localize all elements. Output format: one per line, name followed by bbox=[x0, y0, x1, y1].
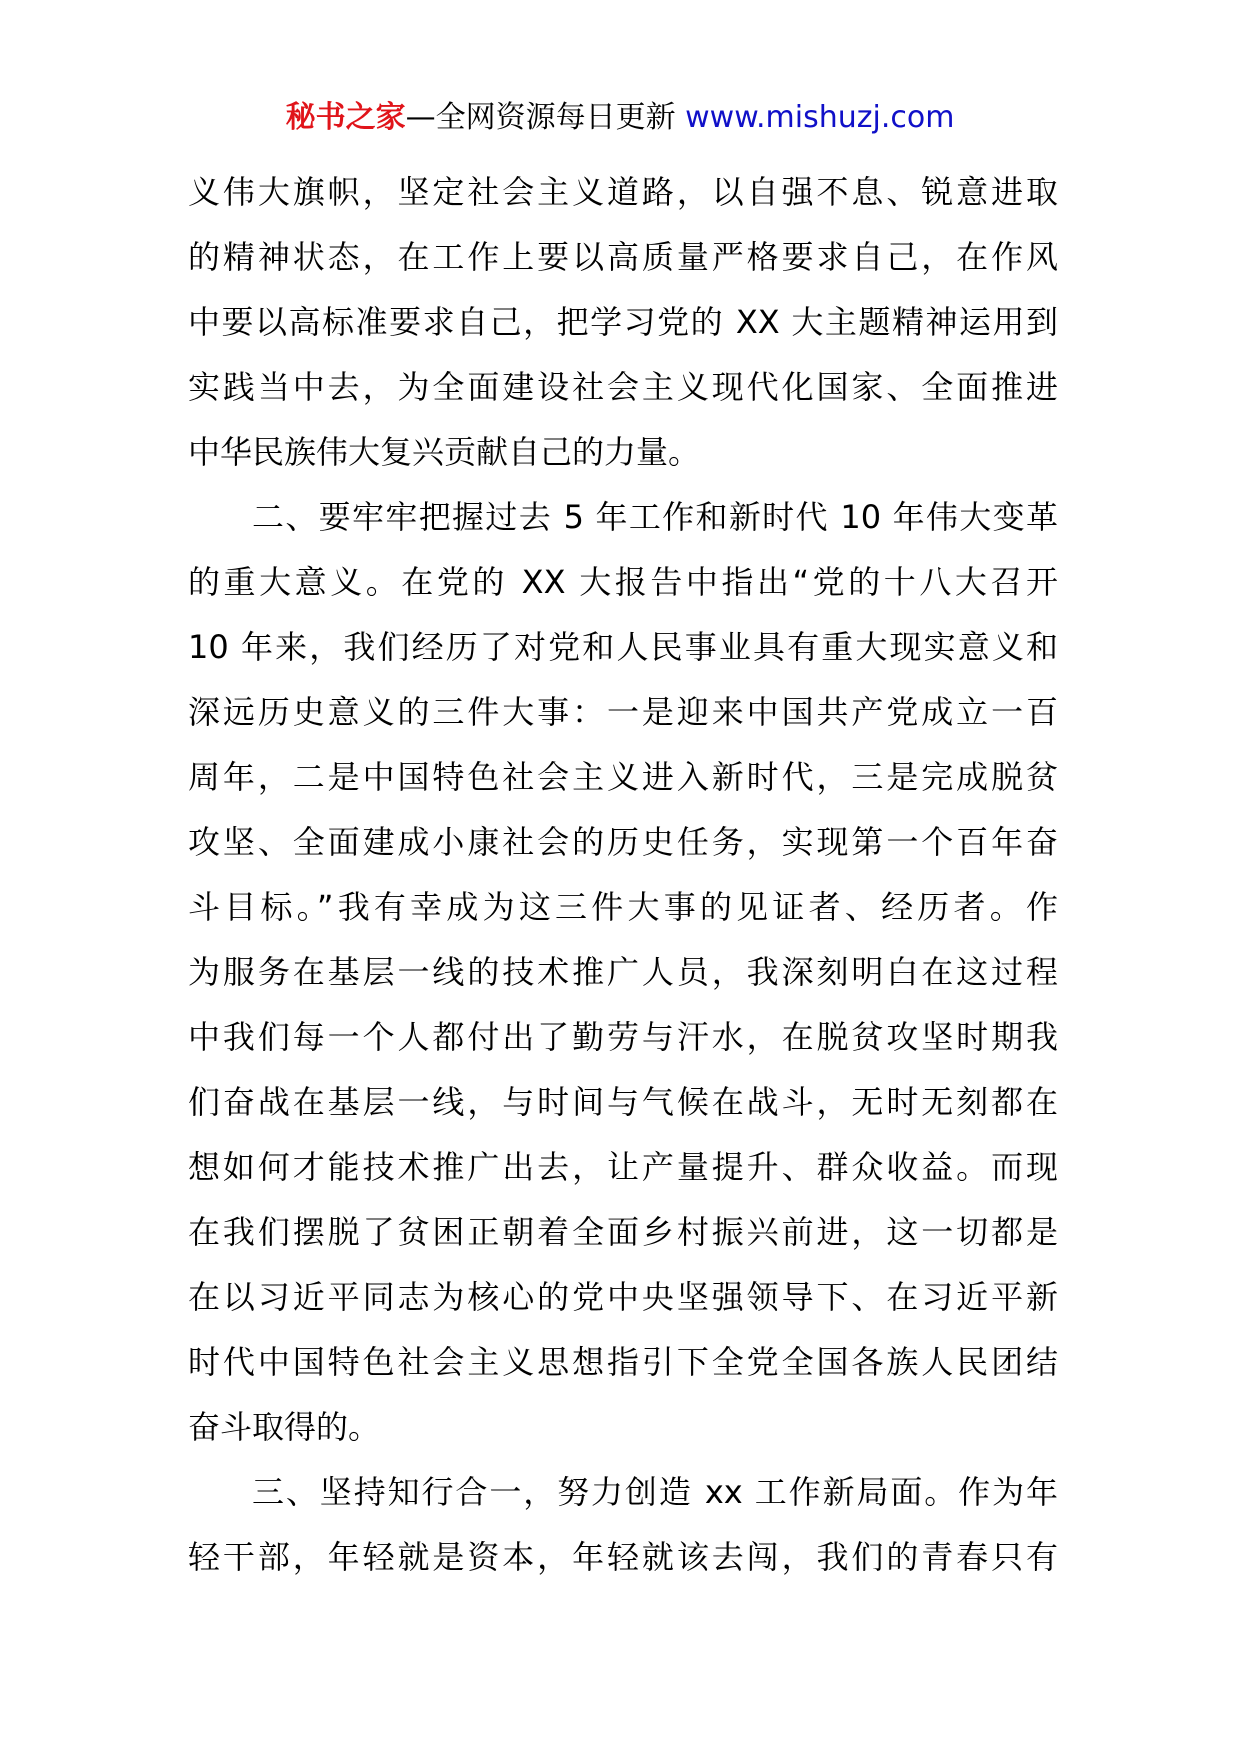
text-line: 三、坚持知行合一，努力创造 xx 工作新局面。作为年 bbox=[252, 1473, 1058, 1511]
text-line: 为服务在基层一线的技术推广人员，我深刻明白在这过程 bbox=[188, 953, 1058, 991]
text-line: 轻干部，年轻就是资本，年轻就该去闯，我们的青春只有 bbox=[188, 1538, 1058, 1576]
text-line: 想如何才能技术推广出去，让产量提升、群众收益。而现 bbox=[188, 1148, 1058, 1186]
document-body bbox=[188, 160, 1058, 1590]
text-line: 们奋战在基层一线，与时间与气候在战斗，无时无刻都在 bbox=[188, 1083, 1058, 1121]
text-line: 中华民族伟大复兴贡献自己的力量。 bbox=[188, 433, 701, 471]
text-line: 斗目标。”我有幸成为这三件大事的见证者、经历者。作 bbox=[188, 888, 1058, 926]
header-tagline: —全网资源每日更新 bbox=[405, 100, 676, 135]
text-line: 10 年来，我们经历了对党和人民事业具有重大现实意义和 bbox=[188, 628, 1058, 666]
text-line: 奋斗取得的。 bbox=[188, 1408, 381, 1446]
brand-name: 秘书之家 bbox=[285, 100, 406, 135]
text-line: 实践当中去，为全面建设社会主义现代化国家、全面推进 bbox=[188, 368, 1058, 406]
text-line: 攻坚、全面建成小康社会的历史任务，实现第一个百年奋 bbox=[188, 823, 1058, 861]
text-line: 的精神状态，在工作上要以高质量严格要求自己，在作风 bbox=[188, 238, 1058, 276]
text-line: 深远历史意义的三件大事：一是迎来中国共产党成立一百 bbox=[188, 693, 1058, 731]
text-line: 在以习近平同志为核心的党中央坚强领导下、在习近平新 bbox=[188, 1278, 1058, 1316]
text-line: 中我们每一个人都付出了勤劳与汗水，在脱贫攻坚时期我 bbox=[188, 1018, 1058, 1056]
text-line: 中要以高标准要求自己，把学习党的 XX 大主题精神运用到 bbox=[188, 303, 1058, 341]
text-line: 的重大意义。在党的 XX 大报告中指出“党的十八大召开 bbox=[188, 563, 1058, 601]
text-line: 二、要牢牢把握过去 5 年工作和新时代 10 年伟大变革 bbox=[252, 498, 1058, 536]
text-line: 义伟大旗帜，坚定社会主义道路，以自强不息、锐意进取 bbox=[188, 173, 1058, 211]
text-line: 在我们摆脱了贫困正朝着全面乡村振兴前进，这一切都是 bbox=[188, 1213, 1058, 1251]
site-url-link[interactable]: www.mishuzj.com bbox=[685, 100, 955, 135]
text-line: 周年，二是中国特色社会主义进入新时代，三是完成脱贫 bbox=[188, 758, 1058, 796]
text-line: 时代中国特色社会主义思想指引下全党全国各族人民团结 bbox=[188, 1343, 1058, 1381]
page-header bbox=[0, 98, 1240, 138]
